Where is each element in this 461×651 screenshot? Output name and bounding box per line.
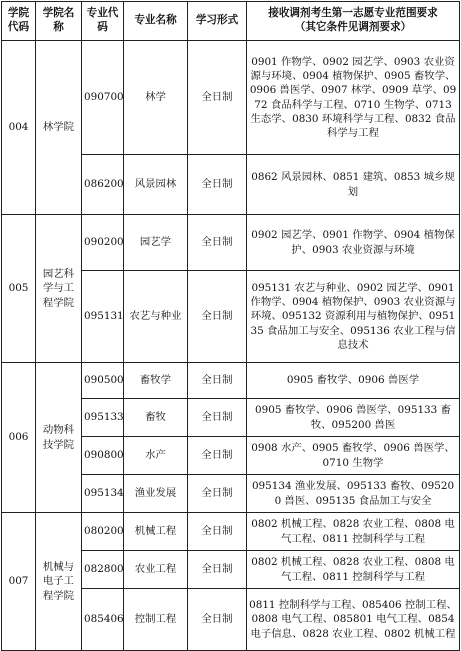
- header-major-code: 专业代码: [82, 2, 124, 41]
- college-code-cell: 004: [2, 41, 36, 215]
- major-code-cell: 090700: [82, 41, 124, 155]
- requirement-cell: 095134 渔业发展、095133 畜牧、095200 兽医、095135 食品加工与安全: [247, 475, 460, 513]
- header-requirement-main: 接收调剂考生第一志愿专业范围要求: [268, 7, 438, 20]
- table-row: [2, 41, 460, 155]
- major-code-cell: 095133: [82, 399, 124, 437]
- major-name-cell: 风景园林: [124, 155, 188, 215]
- study-mode-cell: 全日制: [188, 271, 247, 363]
- requirement-cell: 095131 农艺与种业、0902 园艺学、0901 作物学、0904 植物保护、0903 农业资源与环境、095132 资源利用与植物保护、095135 食品加工与安全、095136 农业工程与信息技术: [247, 271, 460, 363]
- table-header-row: [2, 2, 460, 41]
- study-mode-cell: 全日制: [188, 215, 247, 271]
- major-name-cell: 园艺学: [124, 215, 188, 271]
- requirement-cell: 0905 畜牧学、0906 兽医学: [247, 363, 460, 399]
- major-name-cell: 畜牧: [124, 399, 188, 437]
- table-row: [2, 513, 460, 551]
- major-name-cell: 农艺与种业: [124, 271, 188, 363]
- requirement-cell: 0905 畜牧学、0906 兽医学、095133 畜牧、095200 兽医: [247, 399, 460, 437]
- major-code-cell: 095134: [82, 475, 124, 513]
- requirement-cell: 0908 水产、0905 畜牧学、0906 兽医学、0710 生物学: [247, 437, 460, 475]
- major-code-cell: 082800: [82, 551, 124, 589]
- study-mode-cell: 全日制: [188, 155, 247, 215]
- college-code-cell: 007: [2, 513, 36, 651]
- requirement-cell: 0901 作物学、0902 园艺学、0903 农业资源与环境、0904 植物保护、0905 畜牧学、0906 兽医学、0907 林学、0909 草学、0972 食品科学与工程、0710 生物学、0713 生态学、0830 环境科学与工程、0832 食品科学与工程: [247, 41, 460, 155]
- header-college-name: 学院名称: [36, 2, 82, 41]
- adjustment-requirements-table: [1, 1, 460, 651]
- major-name-cell: 农业工程: [124, 551, 188, 589]
- major-code-cell: 080200: [82, 513, 124, 551]
- study-mode-cell: 全日制: [188, 41, 247, 155]
- major-name-cell: 水产: [124, 437, 188, 475]
- study-mode-cell: 全日制: [188, 513, 247, 551]
- college-name-cell: 园艺科学与工程学院: [36, 215, 82, 363]
- header-requirement: [247, 2, 460, 41]
- requirement-cell: 0811 控制科学与工程、085406 控制工程、0808 电气工程、085801 电气工程、0854 电子信息、0828 农业工程、0802 机械工程: [247, 589, 460, 651]
- study-mode-cell: 全日制: [188, 475, 247, 513]
- major-code-cell: 090500: [82, 363, 124, 399]
- college-code-cell: 005: [2, 215, 36, 363]
- header-requirement-note: （其它条件见调剂要求）: [294, 21, 412, 33]
- major-code-cell: 090800: [82, 437, 124, 475]
- study-mode-cell: 全日制: [188, 399, 247, 437]
- requirement-cell: 0862 风景园林、0851 建筑、0853 城乡规划: [247, 155, 460, 215]
- major-code-cell: 085406: [82, 589, 124, 651]
- requirement-cell: 0802 机械工程、0828 农业工程、0808 电气工程、0811 控制科学与工程: [247, 513, 460, 551]
- study-mode-cell: 全日制: [188, 551, 247, 589]
- major-name-cell: 林学: [124, 41, 188, 155]
- major-name-cell: 机械工程: [124, 513, 188, 551]
- study-mode-cell: 全日制: [188, 589, 247, 651]
- header-college-code: 学院代码: [2, 2, 36, 41]
- major-code-cell: 095131: [82, 271, 124, 363]
- major-name-cell: 渔业发展: [124, 475, 188, 513]
- major-code-cell: 086200: [82, 155, 124, 215]
- major-name-cell: 畜牧学: [124, 363, 188, 399]
- study-mode-cell: 全日制: [188, 363, 247, 399]
- college-code-cell: 006: [2, 363, 36, 513]
- major-code-cell: 090200: [82, 215, 124, 271]
- college-name-cell: 动物科技学院: [36, 363, 82, 513]
- header-major-name: 专业名称: [124, 2, 188, 41]
- requirement-cell: 0902 园艺学、0901 作物学、0904 植物保护、0903 农业资源与环境: [247, 215, 460, 271]
- major-name-cell: 控制工程: [124, 589, 188, 651]
- college-name-cell: 机械与电子工程学院: [36, 513, 82, 651]
- study-mode-cell: 全日制: [188, 437, 247, 475]
- college-name-cell: 林学院: [36, 41, 82, 215]
- table-row: [2, 363, 460, 399]
- table-row: [2, 215, 460, 271]
- header-study-mode: 学习形式: [188, 2, 247, 41]
- requirement-cell: 0802 机械工程、0828 农业工程、0808 电气工程、0811 控制科学与工程: [247, 551, 460, 589]
